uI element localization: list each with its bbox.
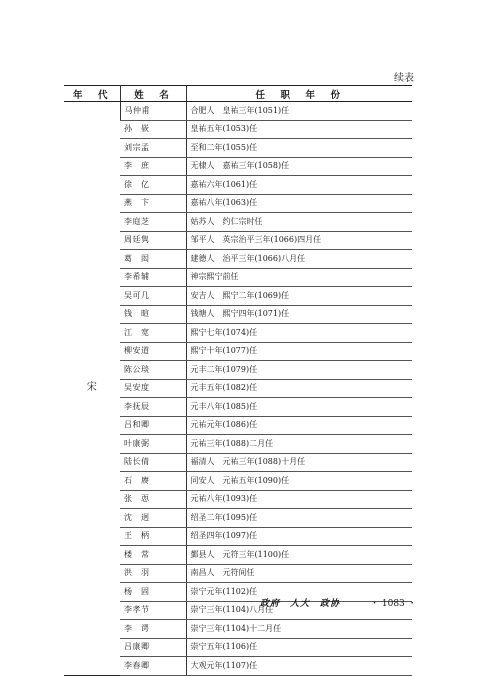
official-name: 李春卿 <box>120 657 186 676</box>
official-name: 李抚辰 <box>120 398 186 417</box>
official-name: 刘宗孟 <box>120 139 186 158</box>
official-tenure: 无棣人 嘉祐三年(1058)任 <box>186 157 412 176</box>
official-tenure: 南昌人 元符间任 <box>186 564 412 583</box>
official-name: 葛 闳 <box>120 250 186 269</box>
official-name: 徐 亿 <box>120 176 186 195</box>
official-name: 李孝节 <box>120 601 186 620</box>
official-tenure: 姑苏人 约仁宗时任 <box>186 213 412 232</box>
official-name: 周廷隽 <box>120 231 186 250</box>
official-name: 沈 迥 <box>120 509 186 528</box>
official-name: 楼 常 <box>120 546 186 565</box>
footer-masthead: 政府 人大 政协 <box>260 599 341 609</box>
official-tenure: 同安人 元祐五年(1090)任 <box>186 472 412 491</box>
official-name: 杨 固 <box>120 583 186 602</box>
official-name: 孙 嵚 <box>120 120 186 139</box>
official-tenure: 崇宁五年(1106)任 <box>186 638 412 657</box>
officials-table <box>64 85 412 676</box>
page-number: ・ 1083 ・ <box>370 599 417 609</box>
official-name: 叶康弼 <box>120 435 186 454</box>
official-tenure: 鄞县人 元符三年(1100)任 <box>186 546 412 565</box>
official-tenure: 元祐八年(1093)任 <box>186 490 412 509</box>
official-tenure: 合肥人 皇祐三年(1051)任 <box>186 102 412 121</box>
table-body <box>64 102 412 676</box>
official-name: 江 宽 <box>120 324 186 343</box>
official-name: 吕和卿 <box>120 416 186 435</box>
official-tenure: 崇宁元年(1102)任 <box>186 583 412 602</box>
official-tenure: 元丰二年(1079)任 <box>186 361 412 380</box>
official-name: 陆长倩 <box>120 453 186 472</box>
official-name: 柳安道 <box>120 342 186 361</box>
continued-label: 续表 <box>394 73 414 84</box>
official-tenure: 钱塘人 熙宁四年(1071)任 <box>186 305 412 324</box>
official-tenure: 元丰八年(1085)任 <box>186 398 412 417</box>
official-tenure: 至和二年(1055)任 <box>186 139 412 158</box>
official-tenure: 嘉祐八年(1063)任 <box>186 194 412 213</box>
official-name: 李 谔 <box>120 620 186 639</box>
official-tenure: 大观元年(1107)任 <box>186 657 412 676</box>
official-name: 钱 暄 <box>120 305 186 324</box>
official-tenure: 绍圣二年(1095)任 <box>186 509 412 528</box>
header-era: 年 代 <box>64 86 120 102</box>
official-name: 李 庶 <box>120 157 186 176</box>
official-name: 吴安度 <box>120 379 186 398</box>
official-tenure: 皇祐五年(1053)任 <box>186 120 412 139</box>
official-name: 李庭芝 <box>120 213 186 232</box>
official-tenure: 建德人 治平三年(1066)八月任 <box>186 250 412 269</box>
official-tenure: 邹平人 英宗治平三年(1066)四月任 <box>186 231 412 250</box>
official-tenure: 熙宁七年(1074)任 <box>186 324 412 343</box>
official-name: 吕康卿 <box>120 638 186 657</box>
official-name: 王 柄 <box>120 527 186 546</box>
official-tenure: 崇宁三年(1104)十二月任 <box>186 620 412 639</box>
header-post: 任 职 年 份 <box>186 86 412 102</box>
era-cell: 宋 <box>86 382 97 394</box>
official-tenure: 安吉人 熙宁二年(1069)任 <box>186 287 412 306</box>
official-name: 陈公琰 <box>120 361 186 380</box>
official-tenure: 崇宁三年(1104)八月任 <box>186 601 412 620</box>
official-tenure: 福清人 元祐三年(1088)十月任 <box>186 453 412 472</box>
table-header-row <box>64 86 412 102</box>
official-tenure: 神宗熙宁前任 <box>186 268 412 287</box>
official-name: 吴可几 <box>120 287 186 306</box>
official-name: 李希辅 <box>120 268 186 287</box>
table-row <box>64 102 412 121</box>
official-tenure: 嘉祐六年(1061)任 <box>186 176 412 195</box>
official-tenure: 元祐三年(1088)二月任 <box>186 435 412 454</box>
official-name: 张 恧 <box>120 490 186 509</box>
official-name: 石 赓 <box>120 472 186 491</box>
official-name: 洪 羽 <box>120 564 186 583</box>
official-tenure: 绍圣四年(1097)任 <box>186 527 412 546</box>
official-tenure: 元祐元年(1086)任 <box>186 416 412 435</box>
official-tenure: 熙宁十年(1077)任 <box>186 342 412 361</box>
header-name: 姓 名 <box>120 86 186 102</box>
official-name: 马仲甫 <box>120 102 186 121</box>
official-name: 燕 卞 <box>120 194 186 213</box>
official-tenure: 元丰五年(1082)任 <box>186 379 412 398</box>
